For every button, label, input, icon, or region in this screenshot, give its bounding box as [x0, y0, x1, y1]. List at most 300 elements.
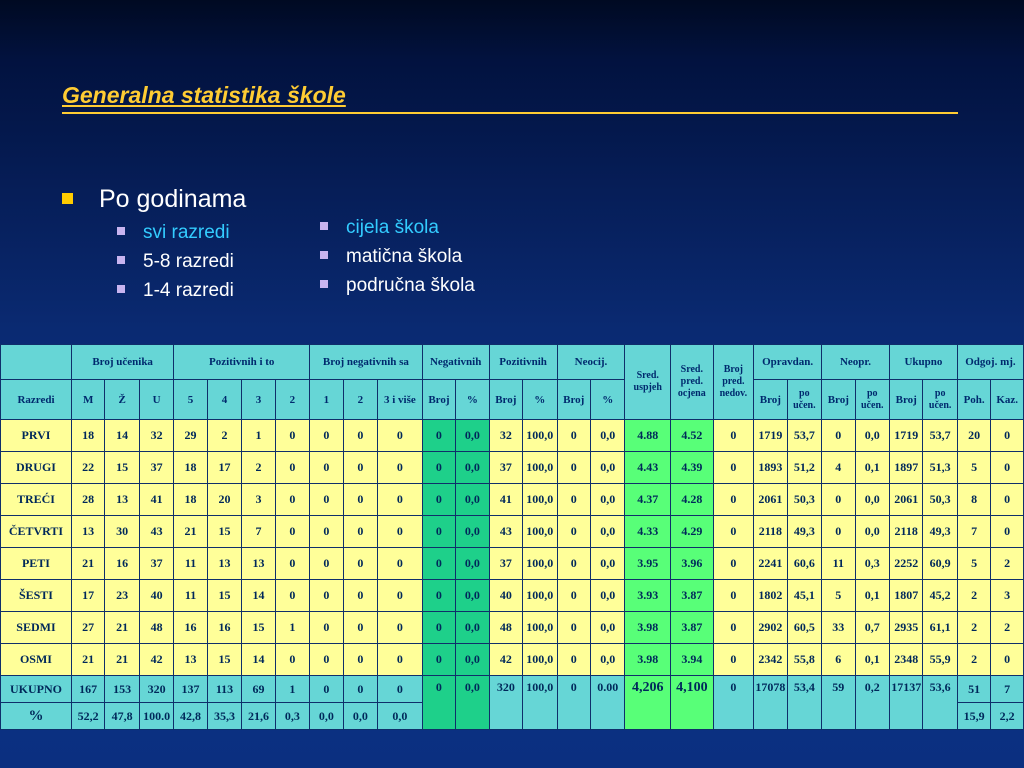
- table-cell: 0: [557, 452, 590, 484]
- total-cell: 17078: [754, 676, 787, 730]
- table-cell: 50,3: [787, 484, 821, 516]
- table-cell: 5: [822, 580, 855, 612]
- table-body: [1, 420, 1024, 730]
- table-cell: 100,0: [523, 420, 557, 452]
- table-cell: 1: [275, 612, 309, 644]
- percent-cell: 0,3: [275, 703, 309, 730]
- table-cell: 48: [489, 612, 522, 644]
- table-cell: 41: [139, 484, 173, 516]
- sub-header: Broj: [557, 380, 590, 420]
- table-cell: 0,0: [855, 484, 889, 516]
- table-cell: 2: [207, 420, 241, 452]
- total-cell: 51: [957, 676, 990, 703]
- table-row: [1, 548, 1024, 580]
- sub-header: 3: [242, 380, 275, 420]
- table-cell: 2: [957, 580, 990, 612]
- table-cell: 3.98: [625, 612, 671, 644]
- total-cell: 0: [713, 676, 754, 730]
- table-cell: 0: [275, 452, 309, 484]
- table-cell: 0: [557, 484, 590, 516]
- table-cell: 0: [378, 420, 423, 452]
- table-cell: 0: [343, 420, 377, 452]
- table-cell: 13: [71, 516, 104, 548]
- bullet-marker: [117, 227, 125, 235]
- sub-item[interactable]: [320, 242, 475, 271]
- table-cell: 4.29: [671, 516, 714, 548]
- table-cell: 0: [557, 420, 590, 452]
- table-cell: 0: [343, 516, 377, 548]
- table-cell: 13: [105, 484, 139, 516]
- row-label: PRVI: [1, 420, 72, 452]
- table-cell: 100,0: [523, 612, 557, 644]
- table-cell: 13: [174, 644, 207, 676]
- table-cell: 0: [713, 580, 754, 612]
- table-cell: 0: [275, 580, 309, 612]
- table-cell: 0,0: [855, 516, 889, 548]
- table-cell: 0: [310, 484, 343, 516]
- table-cell: 21: [71, 548, 104, 580]
- table-cell: 0: [378, 484, 423, 516]
- table-cell: 13: [207, 548, 241, 580]
- group-header-row: [1, 345, 1024, 380]
- table-cell: 0: [422, 612, 455, 644]
- table-cell: 48: [139, 612, 173, 644]
- group-header: Broj negativnih sa: [310, 345, 423, 380]
- table-cell: 0: [343, 452, 377, 484]
- table-cell: 2061: [889, 484, 922, 516]
- table-cell: 2118: [754, 516, 787, 548]
- table-cell: 3.98: [625, 644, 671, 676]
- table-cell: 16: [207, 612, 241, 644]
- table-cell: 20: [207, 484, 241, 516]
- table-cell: 20: [957, 420, 990, 452]
- sub-item[interactable]: [117, 218, 234, 247]
- sub-header: Broj: [489, 380, 522, 420]
- table-cell: 0: [557, 612, 590, 644]
- percent-cell: 0,0: [378, 703, 423, 730]
- sub-header: Razredi: [1, 380, 72, 420]
- table-cell: 11: [174, 548, 207, 580]
- table-cell: 100,0: [523, 548, 557, 580]
- table-cell: 0: [713, 484, 754, 516]
- percent-cell: 0,0: [343, 703, 377, 730]
- table-cell: 0: [310, 612, 343, 644]
- table-row: [1, 484, 1024, 516]
- total-label: UKUPNO: [1, 676, 72, 703]
- table-cell: 4.88: [625, 420, 671, 452]
- percent-cell: 0,0: [310, 703, 343, 730]
- table-cell: 2: [242, 452, 275, 484]
- table-cell: 0: [310, 516, 343, 548]
- table-cell: 15: [207, 516, 241, 548]
- bullet-marker: [117, 256, 125, 264]
- sub-header: Kaz.: [991, 380, 1024, 420]
- percent-cell: 100.0: [139, 703, 173, 730]
- table-cell: 3: [991, 580, 1024, 612]
- sub-header: 2: [275, 380, 309, 420]
- sub-header: Ž: [105, 380, 139, 420]
- group-header: Neocij.: [557, 345, 625, 380]
- table-cell: 0: [275, 644, 309, 676]
- table-cell: 11: [822, 548, 855, 580]
- table-cell: 2935: [889, 612, 922, 644]
- table-cell: 18: [71, 420, 104, 452]
- group-header: Broj učenika: [71, 345, 173, 380]
- table-cell: 0: [310, 420, 343, 452]
- table-cell: 2348: [889, 644, 922, 676]
- table-cell: 28: [71, 484, 104, 516]
- table-cell: 40: [139, 580, 173, 612]
- table-cell: 0: [275, 484, 309, 516]
- table-cell: 4.33: [625, 516, 671, 548]
- table-cell: 15: [105, 452, 139, 484]
- sub-header: po učen.: [855, 380, 889, 420]
- corner-cell: [1, 345, 72, 380]
- table-cell: 37: [139, 548, 173, 580]
- total-cell: 53,6: [923, 676, 957, 730]
- table-row: [1, 420, 1024, 452]
- table-cell: 100,0: [523, 452, 557, 484]
- table-cell: 3.95: [625, 548, 671, 580]
- table-cell: 50,3: [923, 484, 957, 516]
- percent-label: %: [1, 703, 72, 730]
- sub-header-row: [1, 380, 1024, 420]
- row-label: DRUGI: [1, 452, 72, 484]
- table-cell: 5: [957, 452, 990, 484]
- sub-item[interactable]: [117, 247, 234, 276]
- table-cell: 0: [822, 420, 855, 452]
- table-cell: 14: [242, 644, 275, 676]
- table-cell: 0: [422, 548, 455, 580]
- table-cell: 100,0: [523, 516, 557, 548]
- table-cell: 0: [422, 516, 455, 548]
- table-row: [1, 516, 1024, 548]
- table-cell: 3.87: [671, 612, 714, 644]
- sub-item[interactable]: [320, 271, 475, 300]
- table-cell: 15: [207, 644, 241, 676]
- table-cell: 0: [378, 452, 423, 484]
- table-cell: 37: [489, 548, 522, 580]
- total-cell: 100,0: [523, 676, 557, 730]
- bullet-main-text: Po godinama: [99, 185, 247, 213]
- table-cell: 0,0: [456, 516, 489, 548]
- bullet-marker: [62, 193, 73, 204]
- sub-header: Broj: [422, 380, 455, 420]
- sub-header: Broj: [889, 380, 922, 420]
- table-cell: 0: [713, 420, 754, 452]
- table-cell: 30: [105, 516, 139, 548]
- sub-header: %: [590, 380, 624, 420]
- total-cell: 0,0: [456, 676, 489, 730]
- table-cell: 0: [991, 420, 1024, 452]
- table-cell: 1719: [889, 420, 922, 452]
- total-cell: 0: [378, 676, 423, 703]
- percent-cell: 21,6: [242, 703, 275, 730]
- group-header: Pozitivnih i to: [174, 345, 310, 380]
- table-cell: 0: [275, 516, 309, 548]
- table-cell: 11: [174, 580, 207, 612]
- group-header: Neopr.: [822, 345, 890, 380]
- table-cell: 0: [310, 580, 343, 612]
- table-cell: 51,3: [923, 452, 957, 484]
- table-cell: 3: [242, 484, 275, 516]
- table-cell: 14: [242, 580, 275, 612]
- table-cell: 0: [422, 452, 455, 484]
- row-label: ŠESTI: [1, 580, 72, 612]
- group-header: Pozitivnih: [489, 345, 557, 380]
- table-cell: 55,9: [923, 644, 957, 676]
- table-cell: 0: [557, 580, 590, 612]
- table-cell: 0,3: [855, 548, 889, 580]
- table-cell: 0: [557, 644, 590, 676]
- table-cell: 37: [139, 452, 173, 484]
- table-cell: 0,0: [590, 580, 624, 612]
- table-cell: 2061: [754, 484, 787, 516]
- total-cell: 0: [310, 676, 343, 703]
- table-cell: 0: [378, 548, 423, 580]
- sub-link-1-4-razredi[interactable]: 1-4 razredi: [143, 280, 234, 301]
- table-cell: 2: [957, 644, 990, 676]
- percent-cell: 15,9: [957, 703, 990, 730]
- right-sub-list: [320, 213, 475, 300]
- table-cell: 0: [822, 484, 855, 516]
- table-cell: 49,3: [923, 516, 957, 548]
- table-cell: 0: [713, 516, 754, 548]
- total-cell: 69: [242, 676, 275, 703]
- table-cell: 0: [991, 484, 1024, 516]
- table-cell: 3.96: [671, 548, 714, 580]
- total-cell: 0,2: [855, 676, 889, 730]
- table-cell: 0,0: [590, 484, 624, 516]
- table-cell: 0: [378, 644, 423, 676]
- table-cell: 1719: [754, 420, 787, 452]
- sub-header: %: [523, 380, 557, 420]
- table-cell: 0: [422, 484, 455, 516]
- total-cell: 17137: [889, 676, 922, 730]
- table-cell: 17: [71, 580, 104, 612]
- table-cell: 0,0: [590, 548, 624, 580]
- table-cell: 3.87: [671, 580, 714, 612]
- table-cell: 22: [71, 452, 104, 484]
- percent-cell: 42,8: [174, 703, 207, 730]
- table-cell: 7: [242, 516, 275, 548]
- table-cell: 16: [105, 548, 139, 580]
- table-cell: 2252: [889, 548, 922, 580]
- table-cell: 4.52: [671, 420, 714, 452]
- sub-header: %: [456, 380, 489, 420]
- table-cell: 17: [207, 452, 241, 484]
- sub-item[interactable]: [320, 213, 475, 242]
- table-row: [1, 452, 1024, 484]
- table-cell: 0,0: [456, 452, 489, 484]
- total-cell: 320: [489, 676, 522, 730]
- table-cell: 2118: [889, 516, 922, 548]
- sub-link-svi-razredi[interactable]: svi razredi: [143, 222, 230, 243]
- sub-item[interactable]: [117, 276, 234, 305]
- sub-header: Broj: [754, 380, 787, 420]
- table-cell: 32: [139, 420, 173, 452]
- total-cell: 0.00: [590, 676, 624, 730]
- table-cell: 0,1: [855, 452, 889, 484]
- table-cell: 0: [343, 548, 377, 580]
- table-cell: 2902: [754, 612, 787, 644]
- sub-header: po učen.: [787, 380, 821, 420]
- table-cell: 2342: [754, 644, 787, 676]
- left-sub-list: [117, 218, 234, 305]
- table-cell: 13: [242, 548, 275, 580]
- table-cell: 49,3: [787, 516, 821, 548]
- sub-header: 5: [174, 380, 207, 420]
- sub-header: M: [71, 380, 104, 420]
- percent-cell: 47,8: [105, 703, 139, 730]
- statistics-table: [0, 344, 1024, 730]
- table-cell: 6: [822, 644, 855, 676]
- group-header: Sred. pred. ocjena: [671, 345, 714, 420]
- table-cell: 0,0: [590, 420, 624, 452]
- sub-header: Broj: [822, 380, 855, 420]
- table-cell: 0: [378, 612, 423, 644]
- table-cell: 40: [489, 580, 522, 612]
- table-cell: 0: [343, 580, 377, 612]
- table-cell: 4.43: [625, 452, 671, 484]
- total-cell: 7: [991, 676, 1024, 703]
- table-cell: 23: [105, 580, 139, 612]
- total-cell: 53,4: [787, 676, 821, 730]
- group-header: Sred. uspjeh: [625, 345, 671, 420]
- percent-cell: 2,2: [991, 703, 1024, 730]
- table-cell: 0,0: [456, 644, 489, 676]
- table-cell: 53,7: [923, 420, 957, 452]
- slide-title: Generalna statistika škole: [62, 80, 958, 114]
- bullet-marker: [320, 251, 328, 259]
- table-cell: 0,1: [855, 580, 889, 612]
- table-cell: 0: [422, 580, 455, 612]
- sub-link-5-8-razredi[interactable]: 5-8 razredi: [143, 251, 234, 272]
- table-cell: 0,0: [456, 420, 489, 452]
- table-cell: 4.37: [625, 484, 671, 516]
- table-cell: 0,0: [590, 612, 624, 644]
- sub-link-podrucna-skola[interactable]: područna škola: [346, 275, 475, 296]
- table-row: [1, 612, 1024, 644]
- table-cell: 2241: [754, 548, 787, 580]
- table-cell: 0: [310, 548, 343, 580]
- table-cell: 27: [71, 612, 104, 644]
- table-row: [1, 644, 1024, 676]
- table-cell: 1807: [889, 580, 922, 612]
- table-cell: 0,1: [855, 644, 889, 676]
- table-cell: 8: [957, 484, 990, 516]
- table-cell: 16: [174, 612, 207, 644]
- total-cell: 0: [422, 676, 455, 730]
- table-cell: 0: [275, 548, 309, 580]
- table-cell: 14: [105, 420, 139, 452]
- table-cell: 55,8: [787, 644, 821, 676]
- table-cell: 0: [991, 516, 1024, 548]
- table-cell: 3.94: [671, 644, 714, 676]
- sub-header: 4: [207, 380, 241, 420]
- total-cell: 137: [174, 676, 207, 703]
- table-cell: 0: [378, 580, 423, 612]
- table-cell: 1802: [754, 580, 787, 612]
- table-cell: 7: [957, 516, 990, 548]
- table-cell: 61,1: [923, 612, 957, 644]
- table-cell: 0: [557, 548, 590, 580]
- table-cell: 0: [422, 644, 455, 676]
- table-cell: 100,0: [523, 484, 557, 516]
- bullet-marker: [320, 222, 328, 230]
- sub-header: 2: [343, 380, 377, 420]
- total-cell: 1: [275, 676, 309, 703]
- table-cell: 60,5: [787, 612, 821, 644]
- table-cell: 4.39: [671, 452, 714, 484]
- total-cell: 59: [822, 676, 855, 730]
- total-cell: 167: [71, 676, 104, 703]
- table-cell: 0: [713, 452, 754, 484]
- group-header: Odgoj. mj.: [957, 345, 1023, 380]
- table-cell: 2: [991, 548, 1024, 580]
- table-cell: 0: [822, 516, 855, 548]
- sub-header: 1: [310, 380, 343, 420]
- table-cell: 0: [310, 452, 343, 484]
- table-cell: 0: [343, 484, 377, 516]
- total-row: [1, 676, 1024, 703]
- table-cell: 21: [105, 644, 139, 676]
- sub-header: U: [139, 380, 173, 420]
- table-cell: 0,0: [590, 516, 624, 548]
- percent-cell: 52,2: [71, 703, 104, 730]
- row-label: PETI: [1, 548, 72, 580]
- table-cell: 3.93: [625, 580, 671, 612]
- total-cell: 320: [139, 676, 173, 703]
- table-cell: 0: [310, 644, 343, 676]
- table-cell: 0: [275, 420, 309, 452]
- table-cell: 15: [242, 612, 275, 644]
- table-cell: 1893: [754, 452, 787, 484]
- table-cell: 43: [139, 516, 173, 548]
- group-header: Ukupno: [889, 345, 957, 380]
- table-cell: 33: [822, 612, 855, 644]
- table-cell: 4.28: [671, 484, 714, 516]
- table-cell: 4: [822, 452, 855, 484]
- table-cell: 0,0: [855, 420, 889, 452]
- table-cell: 0,7: [855, 612, 889, 644]
- table-cell: 15: [207, 580, 241, 612]
- table-cell: 1897: [889, 452, 922, 484]
- group-header: Negativnih: [422, 345, 489, 380]
- row-label: OSMI: [1, 644, 72, 676]
- table-cell: 2: [991, 612, 1024, 644]
- table-cell: 43: [489, 516, 522, 548]
- table-cell: 0,0: [456, 484, 489, 516]
- table-cell: 45,1: [787, 580, 821, 612]
- table-cell: 18: [174, 484, 207, 516]
- table-cell: 42: [489, 644, 522, 676]
- table-cell: 53,7: [787, 420, 821, 452]
- table-cell: 0: [713, 548, 754, 580]
- sub-link-cijela-skola[interactable]: cijela škola: [346, 217, 439, 238]
- table-cell: 60,9: [923, 548, 957, 580]
- table-cell: 0,0: [590, 644, 624, 676]
- row-label: SEDMI: [1, 612, 72, 644]
- table-cell: 0: [343, 612, 377, 644]
- table-cell: 1: [242, 420, 275, 452]
- percent-cell: 35,3: [207, 703, 241, 730]
- sub-link-maticna-skola[interactable]: matična škola: [346, 246, 463, 267]
- table-row: [1, 580, 1024, 612]
- total-cell: 0: [343, 676, 377, 703]
- table-cell: 0: [991, 452, 1024, 484]
- bullet-marker: [117, 285, 125, 293]
